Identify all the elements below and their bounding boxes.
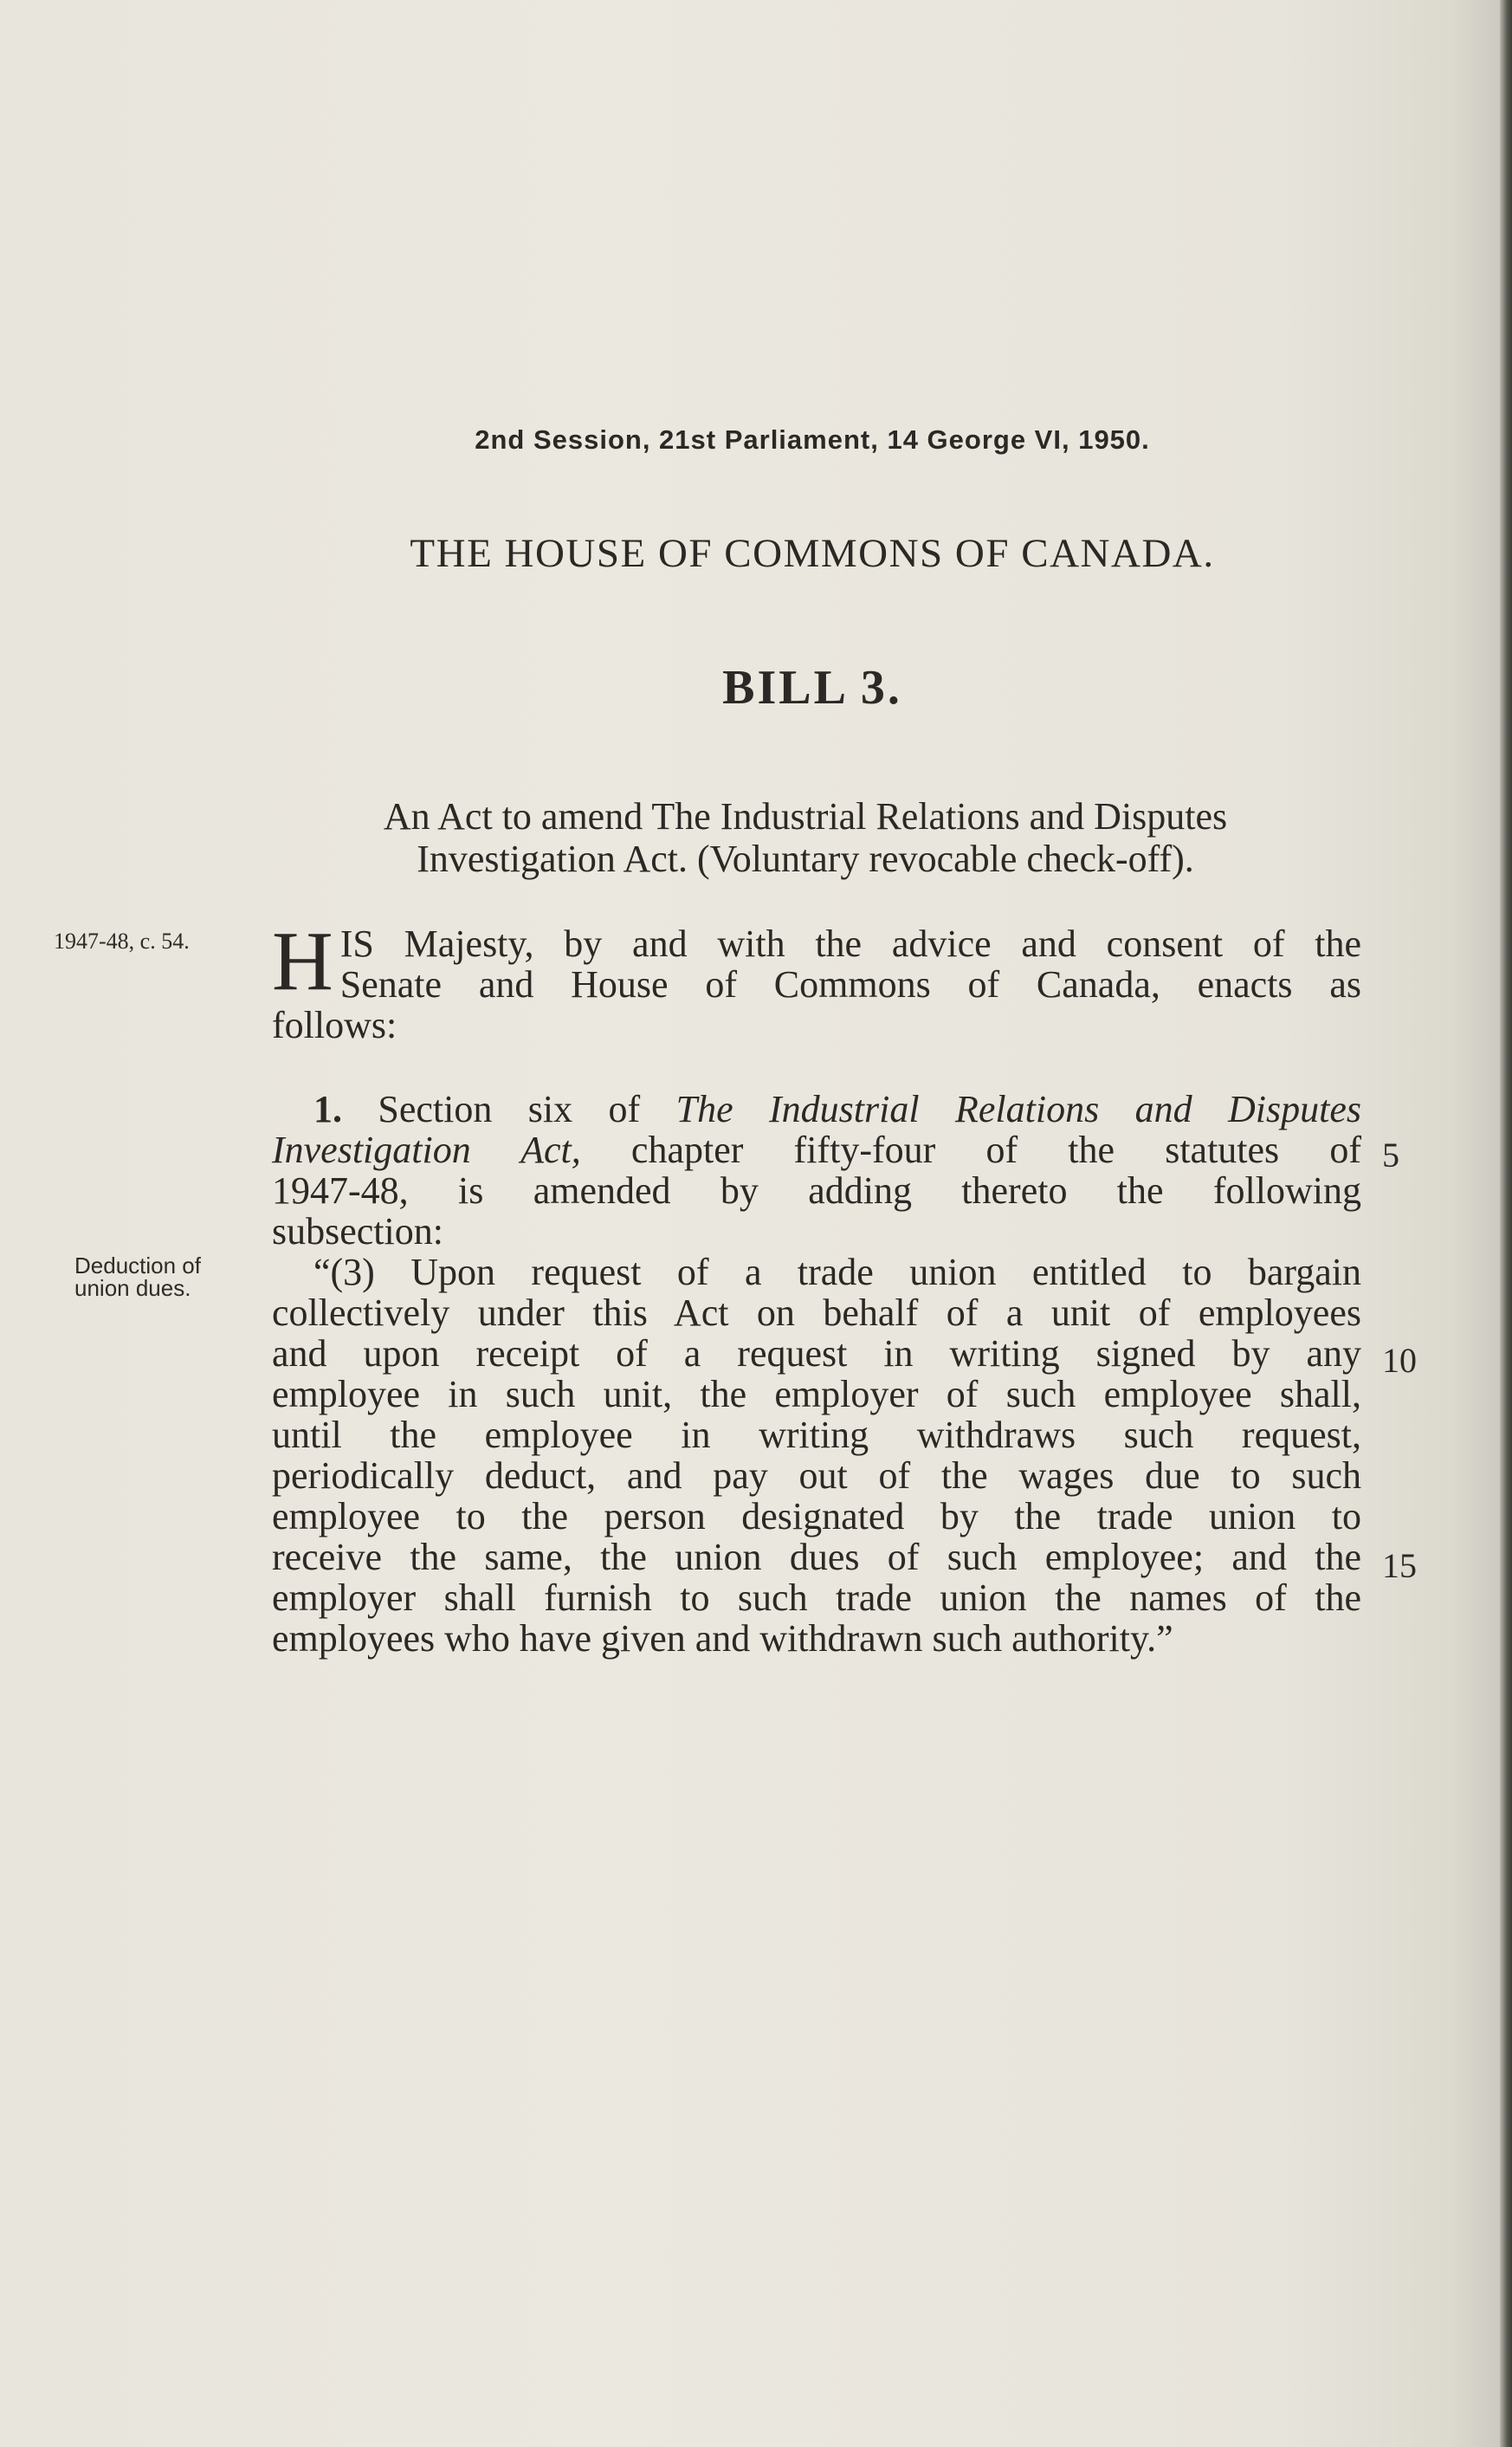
preamble-line-3: follows: (272, 1004, 397, 1046)
page-edge (1500, 0, 1512, 2447)
section-line-2 (272, 1130, 1361, 1170)
margin-note-line-1: Deduction of (74, 1253, 201, 1279)
line-number-10: 10 (1382, 1341, 1417, 1380)
section-1 (272, 1089, 1361, 1659)
section-line-5: “(3) Upon request of a trade union entitled to bargain (313, 1251, 1361, 1293)
section-line-7: and upon receipt of a request in writing signed by any (272, 1332, 1361, 1375)
subtitle-line-1: An Act to amend The Industrial Relations and Disputes (383, 795, 1228, 838)
section-line-1-text: Section six of (342, 1088, 676, 1130)
section-line-1 (272, 1089, 1361, 1130)
section-line-13: employer shall furnish to such trade union the names of the (272, 1576, 1361, 1619)
section-line-6: collectively under this Act on behalf of a unit of employees (272, 1291, 1361, 1334)
bill-subtitle (268, 795, 1342, 880)
section-line-2-text: chapter fifty-four of the statutes of (580, 1129, 1361, 1171)
margin-note-act-reference: 1947-48, c. 54. (54, 929, 190, 954)
act-name-italic-2: Investigation Act, (272, 1129, 581, 1171)
preamble-line-2: Senate and House of Commons of Canada, enacts as (339, 963, 1361, 1006)
section-line-4: subsection: (272, 1210, 443, 1253)
margin-note-line-2: union dues. (74, 1275, 191, 1301)
line-number-5: 5 (1382, 1136, 1399, 1175)
drop-cap: H (272, 915, 333, 1008)
line-number-15: 15 (1382, 1546, 1417, 1585)
section-line-9: until the employee in writing withdraws such request, (272, 1414, 1361, 1456)
subtitle-line-2: Investigation Act. (Voluntary revocable check-off). (417, 838, 1194, 880)
section-line-14: employees who have given and withdrawn such authority.” (272, 1617, 1173, 1660)
preamble-line-1: IS Majesty, by and with the advice and consent of the (339, 922, 1361, 965)
preamble (272, 915, 1361, 1046)
section-line-10: periodically deduct, and pay out of the wages due to such (272, 1454, 1361, 1497)
act-name-italic: The Industrial Relations and Disputes (675, 1088, 1362, 1130)
session-heading: 2nd Session, 21st Parliament, 14 George VI, 1950. (475, 424, 1150, 455)
section-line-3: 1947-48, is amended by adding thereto the following (272, 1169, 1361, 1212)
section-line-11: employee to the person designated by the trade union to (272, 1495, 1361, 1537)
bill-title: BILL 3. (722, 661, 902, 715)
house-heading: THE HOUSE OF COMMONS OF CANADA. (410, 531, 1215, 576)
section-line-8: employee in such unit, the employer of such employee shall, (272, 1373, 1361, 1415)
margin-note-deduction (74, 1254, 201, 1299)
section-number: 1. (313, 1088, 342, 1130)
section-line-12: receive the same, the union dues of such employee; and the (272, 1536, 1361, 1578)
